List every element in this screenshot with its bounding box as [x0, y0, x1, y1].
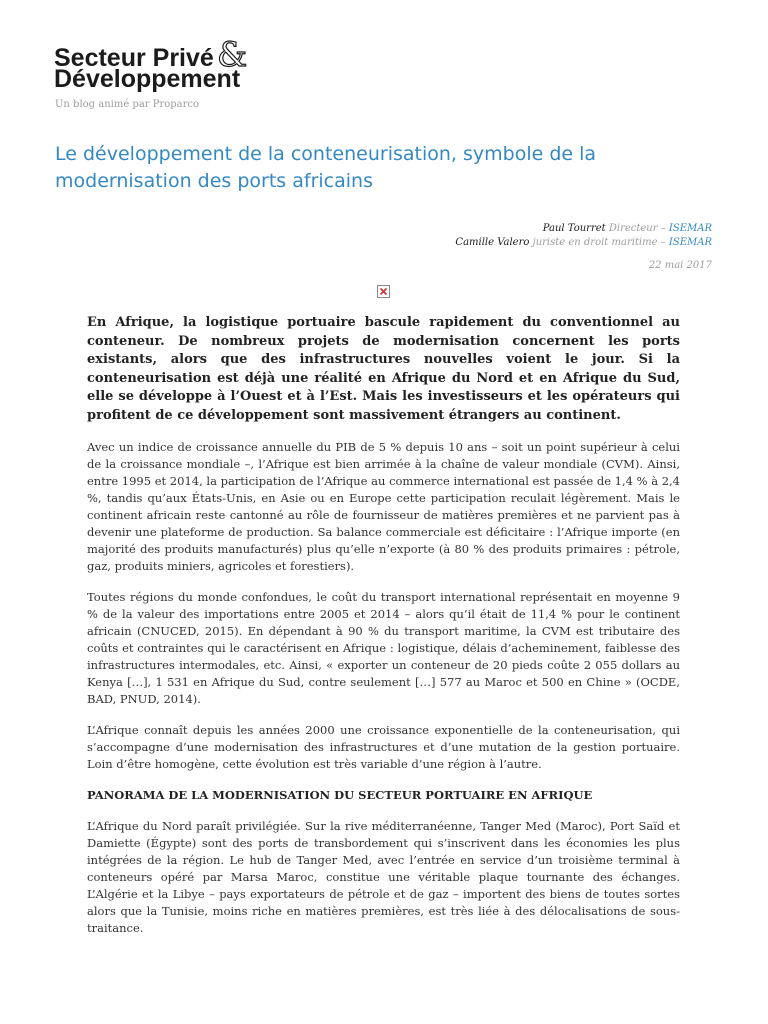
author-byline: [455, 222, 712, 249]
author-name: Paul Tourret: [542, 223, 606, 234]
article-paragraph: L’Afrique du Nord paraît privilégiée. Sur la rive méditerranéenne, Tanger Med (Maroc), Port Saïd et Damiette (Égypte) sont des ports de transbordement qui s’inscrivent dans les économies les plus intégrées de la région. Le hub de Tanger Med, avec l’entrée en service d’un troisième terminal à conteneurs opéré par Marsa Maroc, constitue une véritable plaque tournante des échanges. L’Algérie et la Libye – pays exportateurs de pétrole et de gaz – importent des biens de toutes sortes alors que la Tunisie, moins riche en matières premières, est très liée à des délocalisations de sous-traitance.: [87, 819, 680, 935]
logo-ampersand: &: [217, 35, 248, 75]
logo-line-developpement: Développement: [54, 65, 241, 93]
broken-image-icon: [377, 285, 390, 298]
author-org-link[interactable]: ISEMAR: [668, 236, 712, 248]
author-role: Directeur –: [608, 223, 666, 234]
section-heading: PANORAMA DE LA MODERNISATION DU SECTEUR PORTUAIRE EN AFRIQUE: [87, 788, 593, 802]
article-body: [87, 314, 680, 951]
article-paragraph: L’Afrique connaît depuis les années 2000 une croissance exponentielle de la conteneurisation, qui s’accompagne d’une modernisation des infrastructures et d’une mutation de la gestion portuaire. Loin d’être homogène, cette évolution est très variable d’une région à l’autre.: [87, 723, 680, 771]
logo-line-secteur-prive: Secteur Privé: [54, 44, 214, 72]
author-name: Camille Valero: [455, 236, 530, 248]
author-org-link[interactable]: ISEMAR: [668, 223, 712, 234]
article-title[interactable]: Le développement de la conteneurisation, symbole de la modernisation des ports africains: [55, 143, 597, 192]
author-role: juriste en droit maritime –: [532, 236, 666, 248]
author-row: [455, 222, 712, 236]
article-paragraph: Toutes régions du monde confondues, le coût du transport international représentait en moyenne 9 % de la valeur des importations entre 2005 et 2014 – alors qu’il était de 11,4 % pour le continent africain (CNUCED, 2015). En dépendant à 90 % du transport maritime, la CVM est tributaire des coûts et contraintes qui le caractérisent en Afrique : logistique, délais d’acheminement, faiblesse des infrastructures intermodales, etc. Ainsi, « exporter un conteneur de 20 pieds coûte 2 055 dollars au Kenya […], 1 531 en Afrique du Sud, contre seulement […] 577 au Maroc et 500 en Chine » (OCDE, BAD, PNUD, 2014).: [87, 590, 680, 706]
blog-tagline: Un blog animé par Proparco: [55, 99, 200, 110]
publish-date: 22 mai 2017: [648, 260, 712, 271]
article-paragraph: Avec un indice de croissance annuelle du PIB de 5 % depuis 10 ans – soit un point supérieur à celui de la croissance mondiale –, l’Afrique est bien arrimée à la chaîne de valeur mondiale (CVM). Ainsi, entre 1995 et 2014, la participation de l’Afrique au commerce international est passée de 1,4 % à 2,4 %, tandis qu’aux États-Unis, en Asie ou en Europe cette participation reculait légèrement. Mais le continent africain reste cantonné au rôle de fournisseur de matières premières et ne parvient pas à devenir une plateforme de production. Sa balance commerciale est déficitaire : l’Afrique importe (en majorité des produits manufacturés) plus qu’elle n’exporte (à 80 % des produits primaires : pétrole, gaz, produits miniers, agricoles et forestiers).: [87, 440, 680, 573]
author-row: [455, 236, 712, 250]
site-logo[interactable]: [54, 35, 254, 96]
article-intro: En Afrique, la logistique portuaire bascule rapidement du conventionnel au conteneur. De nombreux projets de modernisation concernent les ports existants, alors que des infrastructures nouvelles voient le jour. Si la conteneurisation est déjà une réalité en Afrique du Nord et en Afrique du Sud, elle se développe à l’Ouest et à l’Est. Mais les investisseurs et les opérateurs qui profitent de ce développement sont massivement étrangers au continent.: [87, 315, 680, 423]
